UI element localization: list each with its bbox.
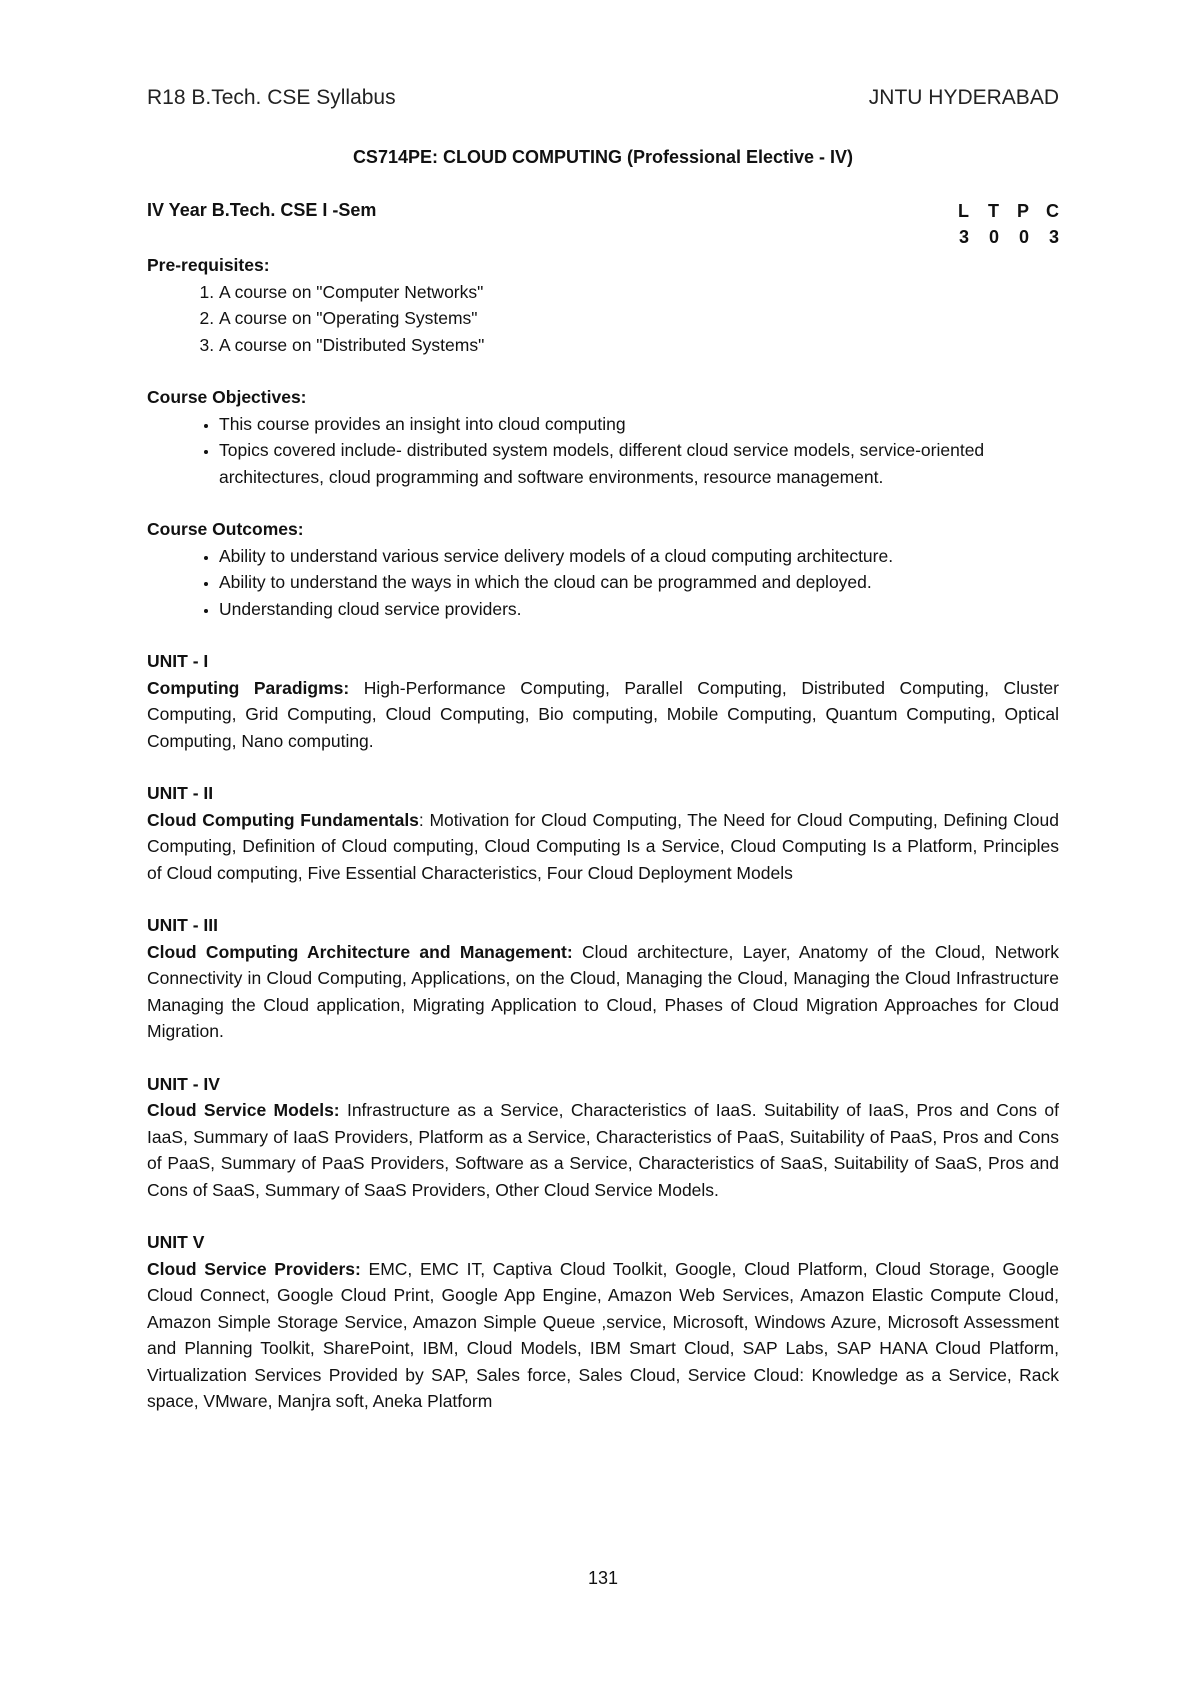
unit-topic-text: EMC, EMC IT, Captiva Cloud Toolkit, Google, Cloud Platform, Cloud Storage, Google Cloud Connect, Google Cloud Print, Google App Engine, Amazon Web Services, Amazon Elastic Compute Cloud, Amazon Simple Storage Service, Amazon Simple Queue ,service, Microsoft, Windows Azure, Microsoft Assessment and Planning Toolkit, SharePoint, IBM, Cloud Models, IBM Smart Cloud, SAP Labs, SAP HANA Cloud Platform, Virtualization Services Provided by SAP, Sales force, Sales Cloud, Service Cloud: Knowledge as a Service, Rack space, VMware, Manjra soft, Aneka Platform xyxy=(147,1258,1059,1411)
list-item: 1. A course on "Computer Networks" xyxy=(219,279,1059,306)
syllabus-content xyxy=(147,252,1059,1441)
course-title: CS714PE: CLOUD COMPUTING (Professional Elective - IV) xyxy=(352,147,854,167)
prerequisites-section xyxy=(147,252,1059,358)
unit-topic-lead: Cloud Service Providers: xyxy=(147,1258,361,1279)
header-right: JNTU HYDERABAD xyxy=(868,86,1059,109)
outcomes-heading: Course Outcomes: xyxy=(147,519,304,539)
unit-title: UNIT - IV xyxy=(147,1073,220,1094)
ltpc-value-l: 3 xyxy=(958,227,969,247)
ltpc-value-c: 3 xyxy=(1048,227,1059,247)
unit-1 xyxy=(147,648,1059,754)
unit-description xyxy=(147,1097,1059,1203)
unit-description xyxy=(147,675,1059,755)
unit-topic-lead: Cloud Computing Fundamentals xyxy=(147,809,419,830)
unit-topic-lead: Cloud Computing Architecture and Management: xyxy=(147,941,573,962)
unit-3 xyxy=(147,912,1059,1045)
page-number: 131 xyxy=(587,1568,619,1588)
ltpc-table xyxy=(939,200,1059,252)
unit-topic-text: Infrastructure as a Service, Characteristics of IaaS. Suitability of IaaS, Pros and Cons of IaaS, Summary of IaaS Providers, Platform as a Service, Characteristics of PaaS, Suitability of PaaS, Pros and Cons of PaaS, Summary of PaaS Providers, Software as a Service, Characteristics of SaaS, Suitability of SaaS, Pros and Cons of SaaS, Summary of SaaS Providers, Other Cloud Service Models. xyxy=(147,1100,1059,1200)
ltpc-label-t: T xyxy=(988,201,999,221)
objectives-heading: Course Objectives: xyxy=(147,387,307,407)
list-item: 2. A course on "Operating Systems" xyxy=(219,305,1059,332)
prerequisites-list xyxy=(147,279,1059,359)
syllabus-page xyxy=(147,0,1059,1698)
unit-title: UNIT - III xyxy=(147,915,218,935)
list-item: • Understanding cloud service providers. xyxy=(219,596,1059,623)
unit-topic-text: Cloud architecture, Layer, Anatomy of the Cloud, Network Connectivity in Cloud Computing, Applications, on the Cloud, Managing the Cloud, Managing the Cloud Infrastructure Managing the Cloud application, Migrating Application to Cloud, Phases of Cloud Migration Approaches for Cloud Migration. xyxy=(147,941,1059,1041)
unit-title: UNIT V xyxy=(147,1232,205,1252)
ltpc-label-c: C xyxy=(1046,201,1059,221)
year-semester: IV Year B.Tech. CSE I -Sem xyxy=(147,200,377,220)
ltpc-value-t: 0 xyxy=(988,227,999,247)
unit-4 xyxy=(147,1071,1059,1204)
list-item: • This course provides an insight into cloud computing xyxy=(219,411,1059,438)
unit-topic-lead: Computing Paradigms: xyxy=(147,677,350,698)
unit-topic-text: : Motivation for Cloud Computing, The Need for Cloud Computing, Defining Cloud Computing, Definition of Cloud computing, Cloud Computing Is a Service, Cloud Computing Is a Platform, Principles of Cloud computing, Five Essential Characteristics, Four Cloud Deployment Models xyxy=(147,809,1060,883)
page-header xyxy=(147,86,1059,110)
unit-description xyxy=(147,939,1059,1045)
unit-topic-lead: Cloud Service Models: xyxy=(147,1100,340,1120)
ltpc-label-l: L xyxy=(958,201,969,221)
unit-2 xyxy=(147,780,1059,886)
unit-topic-text: High-Performance Computing, Parallel Computing, Distributed Computing, Cluster Computing, Grid Computing, Cloud Computing, Bio computing, Mobile Computing, Quantum Computing, Optical Computing, Nano computing. xyxy=(147,677,1059,751)
outcomes-list xyxy=(147,543,1059,623)
unit-description xyxy=(147,1256,1059,1415)
ltpc-values-row xyxy=(939,226,1059,252)
list-item: • Topics covered include- distributed system models, different cloud service models, service-oriented architectures, cloud programming and software environments, resource management. xyxy=(219,437,1059,490)
list-item: • Ability to understand the ways in which the cloud can be programmed and deployed. xyxy=(219,569,1059,596)
unit-description xyxy=(147,807,1059,887)
ltpc-value-p: 0 xyxy=(1018,227,1029,247)
unit-title: UNIT - II xyxy=(147,783,214,803)
objectives-section xyxy=(147,384,1059,490)
header-left: R18 B.Tech. CSE Syllabus xyxy=(147,86,396,109)
list-item: 3. A course on "Distributed Systems" xyxy=(219,332,1059,359)
objectives-list xyxy=(147,411,1059,491)
unit-title: UNIT - I xyxy=(147,651,209,671)
prerequisites-heading: Pre-requisites: xyxy=(147,255,270,275)
outcomes-section xyxy=(147,516,1059,622)
ltpc-labels-row xyxy=(939,200,1059,226)
unit-5 xyxy=(147,1229,1059,1415)
list-item: • Ability to understand various service delivery models of a cloud computing architecture. xyxy=(219,543,1059,570)
ltpc-label-p: P xyxy=(1016,201,1029,221)
